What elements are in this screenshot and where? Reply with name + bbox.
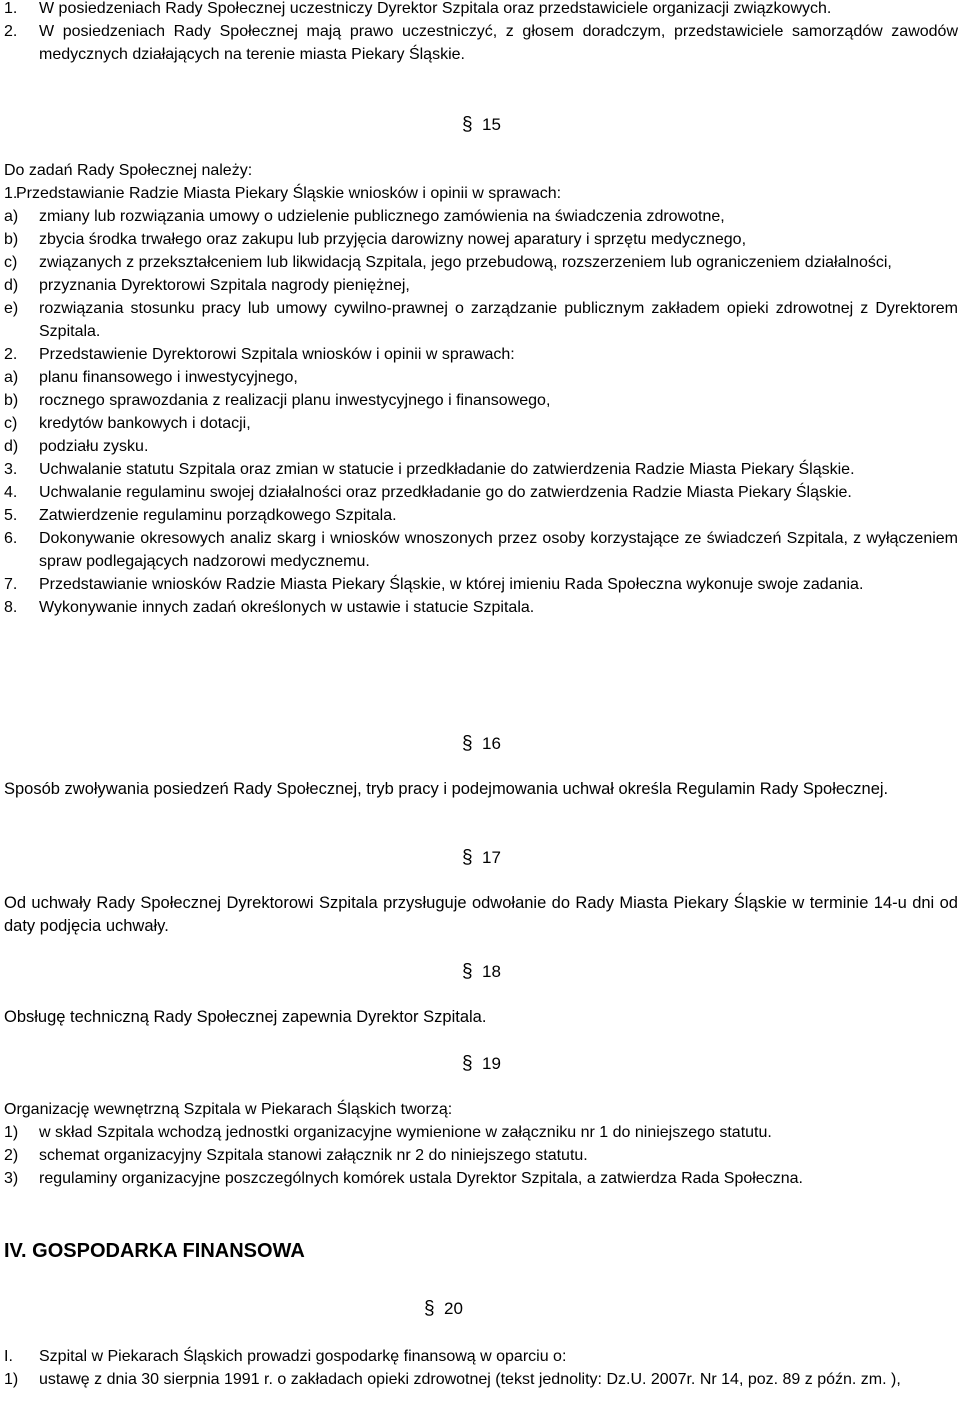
section-19-heading: § 19 bbox=[462, 1053, 501, 1074]
list-item: a) planu finansowego i inwestycyjnego, bbox=[4, 369, 298, 386]
list-item: d) podziału zysku. bbox=[4, 438, 149, 455]
list-item: 2. W posiedzeniach Rady Społecznej mają prawo uczestniczyć, z głosem doradczym, przedstawiciele samorządów zawodów medycznych działających na terenie miasta Piekary Śląskie. bbox=[4, 23, 958, 63]
list-item: d) przyznania Dyrektorowi Szpitala nagrody pieniężnej, bbox=[4, 277, 410, 294]
chapter-heading: IV. GOSPODARKA FINANSOWA bbox=[4, 1240, 305, 1262]
list-item: 7. Przedstawianie wniosków Radzie Miasta Piekary Śląskie, w której imieniu Rada Społeczna wykonuje swoje zadania. bbox=[4, 576, 864, 593]
top-list bbox=[4, 0, 958, 66]
section-19-body bbox=[4, 1098, 958, 1190]
section-19-intro: Organizację wewnętrzną Szpitala w Piekarach Śląskich tworzą: bbox=[4, 1101, 453, 1118]
section-20-body bbox=[4, 1345, 958, 1391]
section-16-text: Sposób zwoływania posiedzeń Rady Społecznej, tryb pracy i podejmowania uchwał określa Regulamin Rady Społecznej. bbox=[4, 780, 889, 798]
list-item: 4. Uchwalanie regulaminu swojej działalności oraz przedkładanie go do zatwierdzenia Radzie Miasta Piekary Śląskie. bbox=[4, 484, 852, 501]
list-item: 2. Przedstawienie Dyrektorowi Szpitala wniosków i opinii w sprawach: bbox=[4, 346, 515, 363]
section-15-heading: § 15 bbox=[462, 114, 501, 135]
list-item: e) rozwiązania stosunku pracy lub umowy cywilno-prawnej o zarządzanie publicznym zakładem opieki zdrowotnej z Dyrektorem Szpitala. bbox=[4, 300, 958, 340]
section-15-body bbox=[4, 159, 958, 619]
list-item: I. Szpital w Piekarach Śląskich prowadzi gospodarkę finansową w oparciu o: bbox=[4, 1348, 567, 1365]
section-18-text: Obsługę techniczną Rady Społecznej zapewnia Dyrektor Szpitala. bbox=[4, 1008, 487, 1026]
list-item: c) kredytów bankowych i dotacji, bbox=[4, 415, 251, 432]
section-20-heading: § 20 bbox=[424, 1298, 463, 1319]
list-item: 1) w skład Szpitala wchodzą jednostki organizacyjne wymienione w załączniku nr 1 do niniejszego statutu. bbox=[4, 1124, 772, 1141]
list-item: 1) ustawę z dnia 30 sierpnia 1991 r. o zakładach opieki zdrowotnej (tekst jednolity: Dz.U. 2007r. Nr 14, poz. 89 z późn. zm. ), bbox=[4, 1371, 901, 1388]
list-item: 6. Dokonywanie okresowych analiz skarg i wniosków wnoszonych przez osoby korzystające ze świadczeń Szpitala, z wyłączeniem spraw podlegających nadzorowi medycznemu. bbox=[4, 530, 958, 570]
list-item: 3. Uchwalanie statutu Szpitala oraz zmian w statucie i przedkładanie do zatwierdzenia Radzie Miasta Piekary Śląskie. bbox=[4, 461, 855, 478]
list-item: 1. W posiedzeniach Rady Społecznej uczestniczy Dyrektor Szpitala oraz przedstawiciele organizacji związkowych. bbox=[4, 0, 832, 17]
section-15-intro: Do zadań Rady Społecznej należy: bbox=[4, 162, 253, 179]
section-16-heading: § 16 bbox=[462, 733, 501, 754]
list-item: 5. Zatwierdzenie regulaminu porządkowego Szpitala. bbox=[4, 507, 397, 524]
list-item: 1. Przedstawianie Radzie Miasta Piekary Śląskie wniosków i opinii w sprawach: bbox=[4, 185, 562, 202]
list-item: b) rocznego sprawozdania z realizacji planu inwestycyjnego i finansowego, bbox=[4, 392, 551, 409]
section-18-heading: § 18 bbox=[462, 961, 501, 982]
list-item: 2) schemat organizacyjny Szpitala stanowi załącznik nr 2 do niniejszego statutu. bbox=[4, 1147, 588, 1164]
list-item: b) zbycia środka trwałego oraz zakupu lub przyjęcia darowizny nowej aparatury i sprzętu medycznego, bbox=[4, 231, 747, 248]
list-item: 3) regulaminy organizacyjne poszczególnych komórek ustala Dyrektor Szpitala, a zatwierdza Rada Społeczna. bbox=[4, 1170, 803, 1187]
section-17-heading: § 17 bbox=[462, 847, 501, 868]
section-17-text: Od uchwały Rady Społecznej Dyrektorowi Szpitala przysługuje odwołanie do Rady Miasta Piekary Śląskie w terminie 14-u dni od daty podjęcia uchwały. bbox=[4, 894, 958, 935]
list-item: c) związanych z przekształceniem lub likwidacją Szpitala, jego przebudową, rozszerzeniem lub ograniczeniem działalności, bbox=[4, 254, 892, 271]
list-item: a) zmiany lub rozwiązania umowy o udzielenie publicznego zamówienia na świadczenia zdrowotne, bbox=[4, 208, 725, 225]
list-item: 8. Wykonywanie innych zadań określonych w ustawie i statucie Szpitala. bbox=[4, 599, 535, 616]
